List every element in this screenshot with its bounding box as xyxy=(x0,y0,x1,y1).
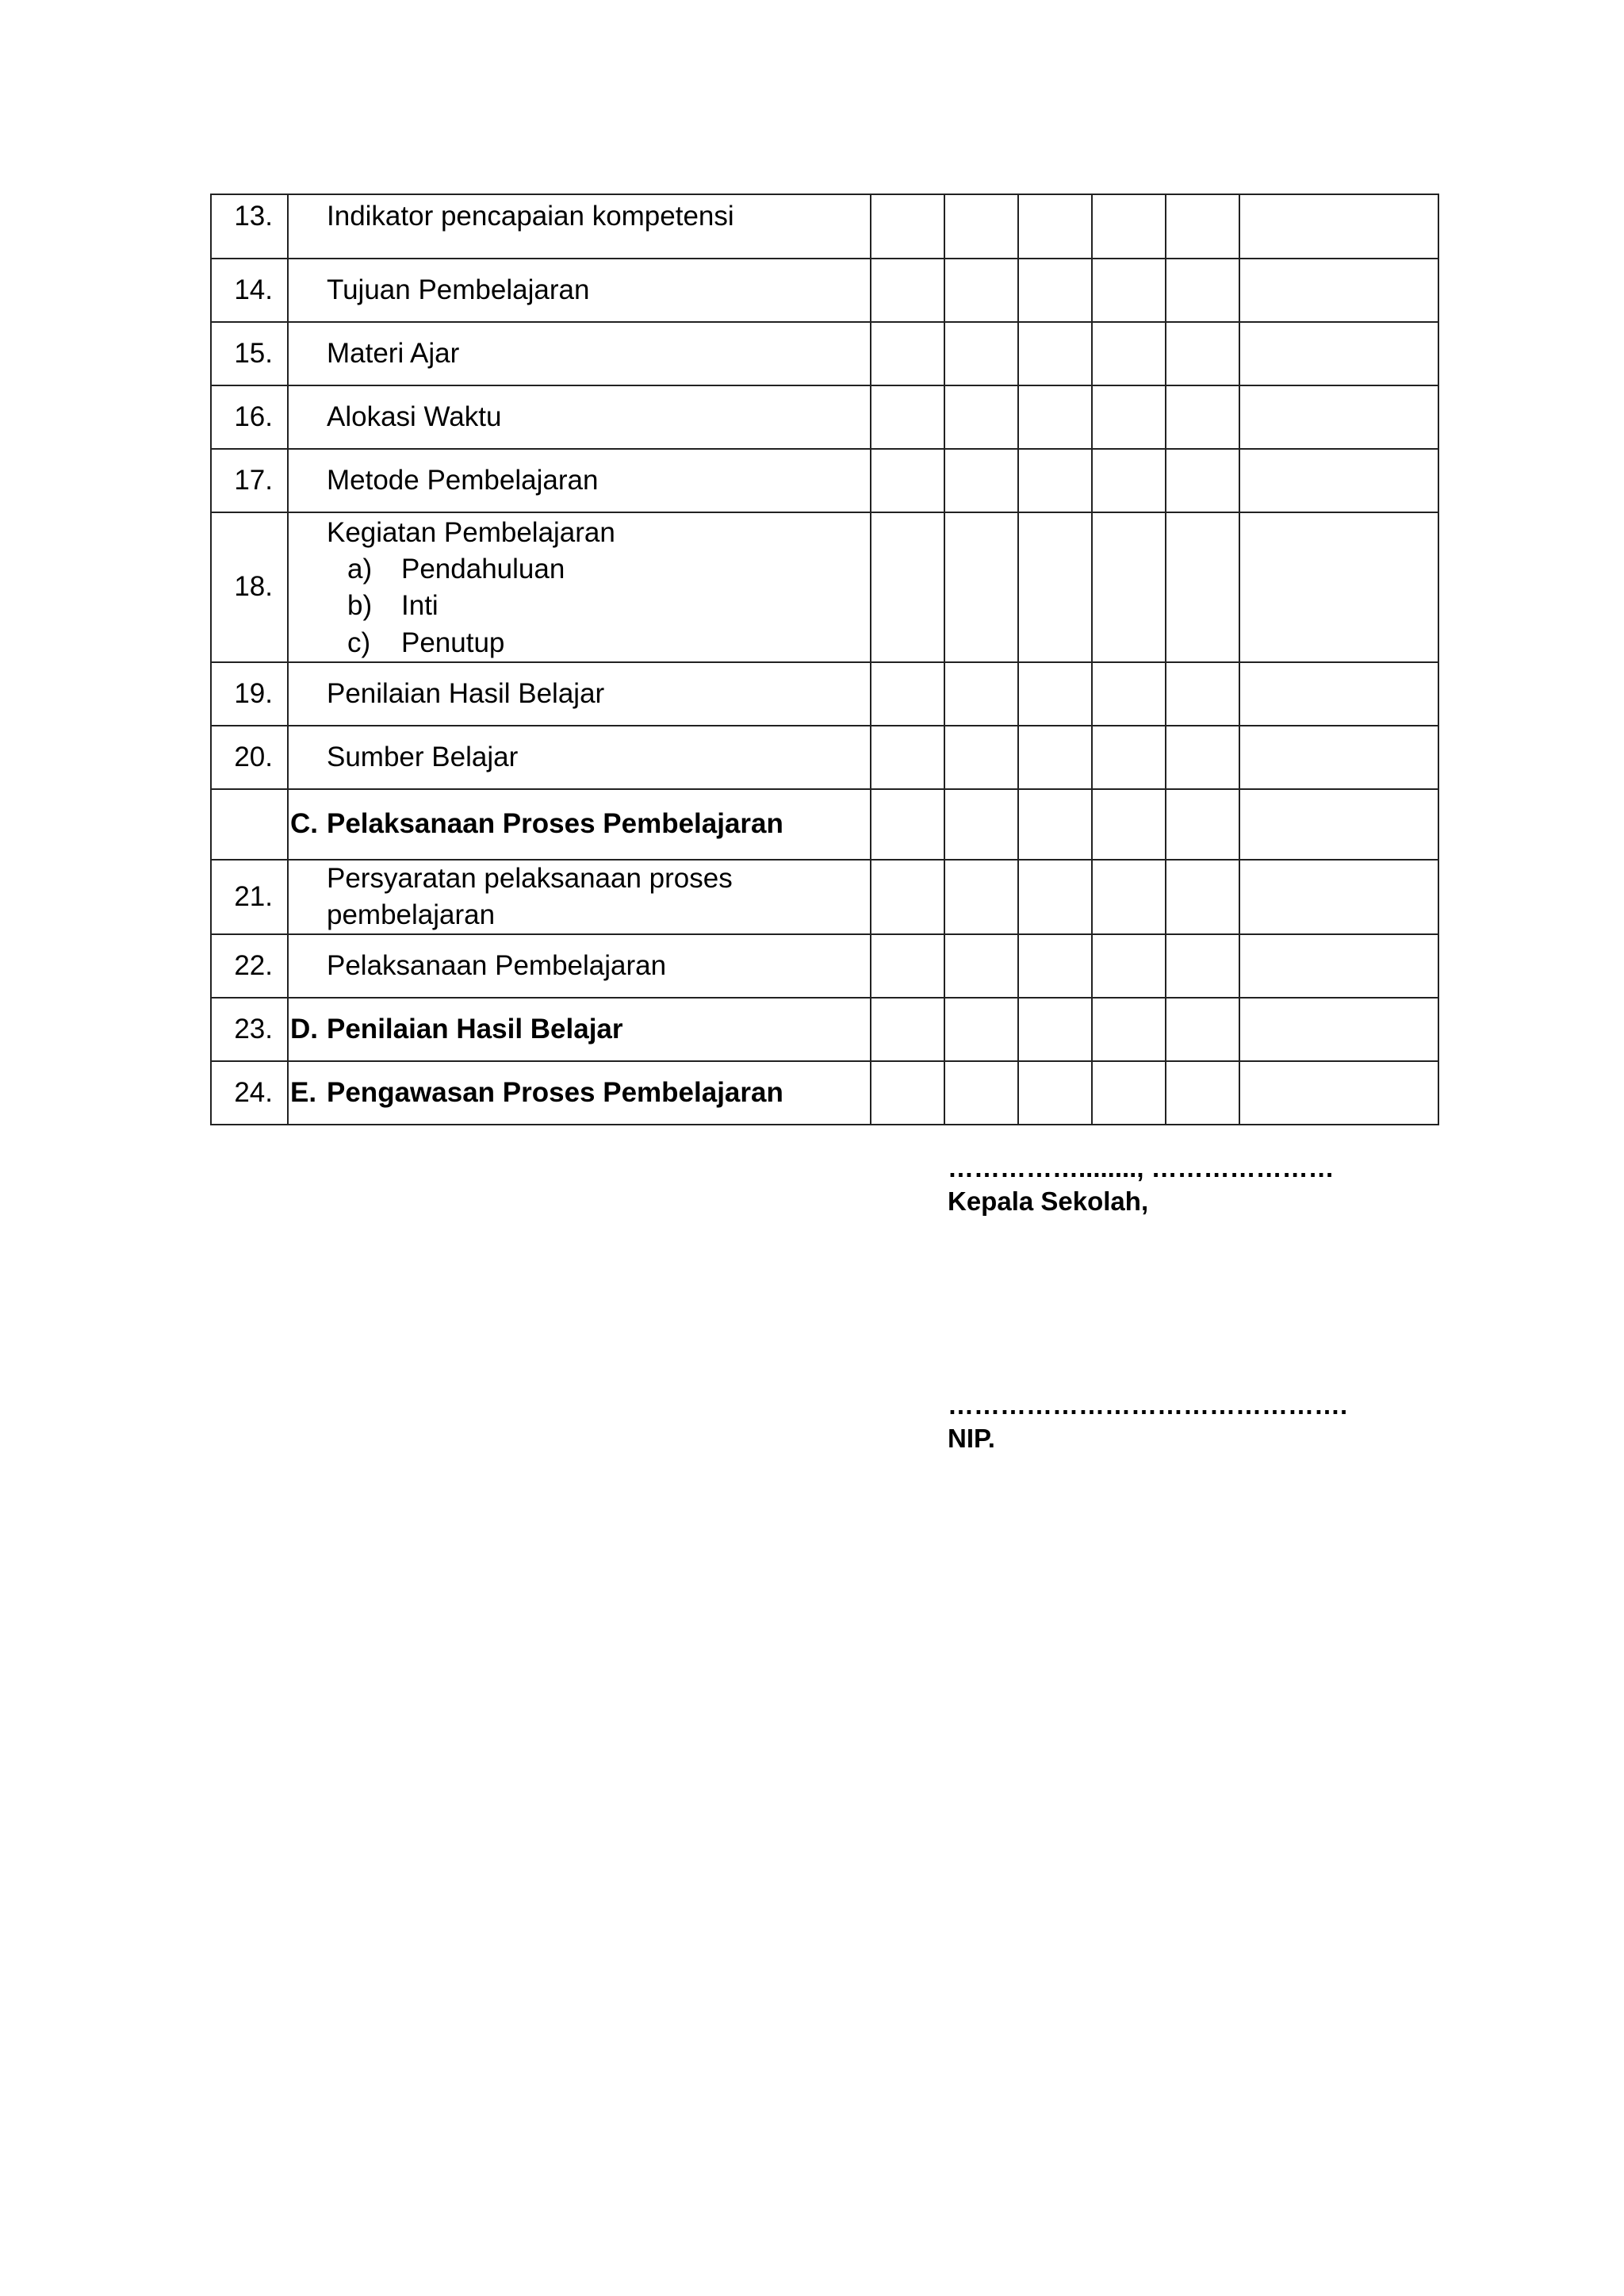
table-row-24 xyxy=(211,1061,1438,1125)
check-cell[interactable] xyxy=(944,1061,1018,1125)
table-row-13 xyxy=(211,194,1438,259)
notes-cell[interactable] xyxy=(1239,449,1438,512)
check-cell[interactable] xyxy=(871,789,944,860)
signer-name-line: ………………………………………. xyxy=(948,1389,1348,1420)
check-cell[interactable] xyxy=(944,512,1018,662)
section-letter: E. xyxy=(290,1077,317,1109)
row-number: 23. xyxy=(211,998,288,1061)
check-cell[interactable] xyxy=(1018,322,1092,385)
row-number: 21. xyxy=(211,860,288,934)
table-row-21 xyxy=(211,860,1438,934)
check-cell[interactable] xyxy=(1018,998,1092,1061)
check-cell[interactable] xyxy=(871,726,944,789)
notes-cell[interactable] xyxy=(1239,194,1438,259)
section-heading xyxy=(288,1061,871,1125)
check-cell[interactable] xyxy=(1092,860,1166,934)
notes-cell[interactable] xyxy=(1239,789,1438,860)
section-letter: D. xyxy=(290,1014,318,1045)
table-row-15 xyxy=(211,322,1438,385)
check-cell[interactable] xyxy=(1092,662,1166,726)
check-cell[interactable] xyxy=(1166,998,1239,1061)
check-cell[interactable] xyxy=(944,385,1018,449)
notes-cell[interactable] xyxy=(1239,1061,1438,1125)
sub-item-letter: c) xyxy=(347,627,371,658)
check-cell[interactable] xyxy=(1166,322,1239,385)
row-text: Persyaratan pelaksanaan proses pembelajaran xyxy=(288,860,871,934)
check-cell[interactable] xyxy=(1018,385,1092,449)
check-cell[interactable] xyxy=(1092,322,1166,385)
check-cell[interactable] xyxy=(1018,860,1092,934)
nip-label: NIP. xyxy=(948,1423,995,1453)
check-cell[interactable] xyxy=(1092,1061,1166,1125)
signer-title: Kepala Sekolah, xyxy=(948,1186,1149,1216)
table-row-14 xyxy=(211,259,1438,322)
row-text: Pelaksanaan Pembelajaran xyxy=(288,934,871,998)
check-cell[interactable] xyxy=(871,322,944,385)
notes-cell[interactable] xyxy=(1239,385,1438,449)
section-title: Penilaian Hasil Belajar xyxy=(327,1014,623,1045)
place-date-line: ……………........, ………………… xyxy=(948,1153,1335,1182)
check-cell[interactable] xyxy=(1018,662,1092,726)
check-cell[interactable] xyxy=(1018,194,1092,259)
row-text: Kegiatan Pembelajaran xyxy=(327,517,615,548)
check-cell[interactable] xyxy=(1092,934,1166,998)
check-cell[interactable] xyxy=(944,194,1018,259)
check-cell[interactable] xyxy=(1166,512,1239,662)
check-cell[interactable] xyxy=(1166,860,1239,934)
row-text: Sumber Belajar xyxy=(288,726,871,789)
check-cell[interactable] xyxy=(1166,449,1239,512)
row-text: Penilaian Hasil Belajar xyxy=(288,662,871,726)
table-row-22 xyxy=(211,934,1438,998)
sub-item-letter: a) xyxy=(347,554,373,585)
row-text: Materi Ajar xyxy=(288,322,871,385)
row-text: Alokasi Waktu xyxy=(288,385,871,449)
table-row-18 xyxy=(211,512,1438,662)
row-text: Metode Pembelajaran xyxy=(288,449,871,512)
row-number: 24. xyxy=(211,1061,288,1125)
check-cell[interactable] xyxy=(1018,259,1092,322)
row-number: 15. xyxy=(211,322,288,385)
sub-item-letter: b) xyxy=(347,590,373,622)
notes-cell[interactable] xyxy=(1239,998,1438,1061)
section-letter: C. xyxy=(290,808,318,840)
check-cell[interactable] xyxy=(944,259,1018,322)
row-text: Tujuan Pembelajaran xyxy=(288,259,871,322)
check-cell[interactable] xyxy=(871,194,944,259)
table-row-23 xyxy=(211,998,1438,1061)
sub-item-text: Pendahuluan xyxy=(401,554,565,585)
check-cell[interactable] xyxy=(1018,512,1092,662)
row-number: 20. xyxy=(211,726,288,789)
section-title: Pelaksanaan Proses Pembelajaran xyxy=(327,808,783,840)
check-cell[interactable] xyxy=(1092,726,1166,789)
table-row-17 xyxy=(211,449,1438,512)
check-cell[interactable] xyxy=(1092,449,1166,512)
check-cell[interactable] xyxy=(944,322,1018,385)
check-cell[interactable] xyxy=(944,860,1018,934)
check-cell[interactable] xyxy=(871,934,944,998)
check-cell[interactable] xyxy=(871,1061,944,1125)
section-row-c xyxy=(211,789,1438,860)
row-number xyxy=(211,789,288,860)
notes-cell[interactable] xyxy=(1239,512,1438,662)
check-cell[interactable] xyxy=(1018,449,1092,512)
list-item xyxy=(327,588,870,624)
signature-block xyxy=(948,1152,1347,1455)
sub-item-text: Penutup xyxy=(401,627,505,658)
list-item xyxy=(327,625,870,661)
check-cell[interactable] xyxy=(1092,385,1166,449)
sub-item-list xyxy=(327,551,870,661)
check-cell[interactable] xyxy=(1018,1061,1092,1125)
check-cell[interactable] xyxy=(871,259,944,322)
table-row-20 xyxy=(211,726,1438,789)
row-number: 16. xyxy=(211,385,288,449)
notes-cell[interactable] xyxy=(1239,259,1438,322)
check-cell[interactable] xyxy=(1166,259,1239,322)
check-cell[interactable] xyxy=(1166,194,1239,259)
row-number: 17. xyxy=(211,449,288,512)
check-cell[interactable] xyxy=(944,998,1018,1061)
signature-space xyxy=(948,1218,1347,1389)
section-title: Pengawasan Proses Pembelajaran xyxy=(327,1077,783,1109)
row-number: 14. xyxy=(211,259,288,322)
table-row-16 xyxy=(211,385,1438,449)
row-number: 13. xyxy=(211,194,288,259)
check-cell[interactable] xyxy=(944,726,1018,789)
check-cell[interactable] xyxy=(1092,259,1166,322)
check-cell[interactable] xyxy=(1166,1061,1239,1125)
check-cell[interactable] xyxy=(1166,789,1239,860)
check-cell[interactable] xyxy=(1166,726,1239,789)
check-cell[interactable] xyxy=(944,789,1018,860)
check-cell[interactable] xyxy=(1166,934,1239,998)
row-number: 22. xyxy=(211,934,288,998)
row-number: 18. xyxy=(211,512,288,662)
check-cell[interactable] xyxy=(1018,789,1092,860)
assessment-table xyxy=(210,194,1439,1125)
sub-item-text: Inti xyxy=(401,590,439,622)
check-cell[interactable] xyxy=(1166,385,1239,449)
notes-cell[interactable] xyxy=(1239,726,1438,789)
notes-cell[interactable] xyxy=(1239,662,1438,726)
check-cell[interactable] xyxy=(871,385,944,449)
check-cell[interactable] xyxy=(871,449,944,512)
notes-cell[interactable] xyxy=(1239,934,1438,998)
check-cell[interactable] xyxy=(871,860,944,934)
section-heading xyxy=(288,789,871,860)
check-cell[interactable] xyxy=(944,934,1018,998)
check-cell[interactable] xyxy=(1166,662,1239,726)
row-text-group xyxy=(288,512,871,662)
check-cell[interactable] xyxy=(871,512,944,662)
check-cell[interactable] xyxy=(871,662,944,726)
notes-cell[interactable] xyxy=(1239,322,1438,385)
check-cell[interactable] xyxy=(944,662,1018,726)
check-cell[interactable] xyxy=(1092,512,1166,662)
check-cell[interactable] xyxy=(871,998,944,1061)
check-cell[interactable] xyxy=(1018,934,1092,998)
table-row-19 xyxy=(211,662,1438,726)
list-item xyxy=(327,551,870,588)
check-cell[interactable] xyxy=(1092,998,1166,1061)
check-cell[interactable] xyxy=(1092,789,1166,860)
notes-cell[interactable] xyxy=(1239,860,1438,934)
section-heading xyxy=(288,998,871,1061)
check-cell[interactable] xyxy=(1092,194,1166,259)
check-cell[interactable] xyxy=(1018,726,1092,789)
row-number: 19. xyxy=(211,662,288,726)
check-cell[interactable] xyxy=(944,449,1018,512)
row-text: Indikator pencapaian kompetensi xyxy=(288,194,871,259)
